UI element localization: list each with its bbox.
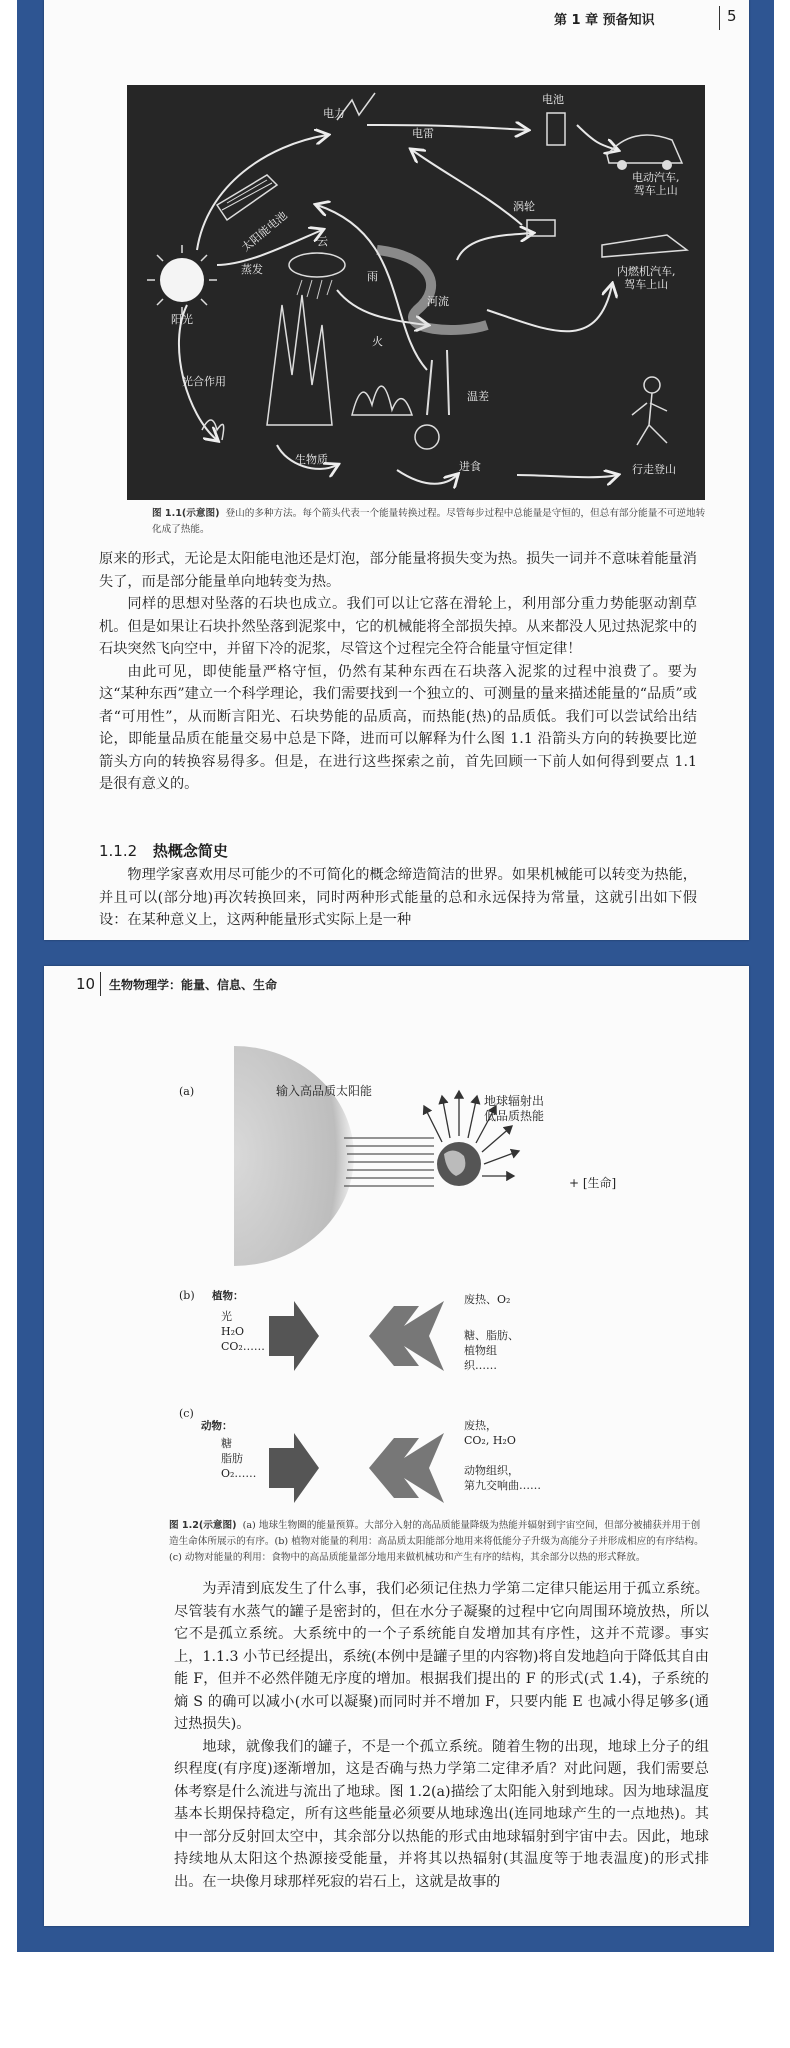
label-photosynthesis: 光合作用 (182, 375, 226, 388)
panel-a-tag: (a) (179, 1085, 195, 1098)
label-river: 河流 (427, 295, 449, 308)
animal-category: 动物： (201, 1420, 233, 1432)
label-eating: 进食 (459, 460, 481, 473)
book-page-5 (44, 0, 749, 940)
plant-waste: 废热、O₂ (464, 1293, 511, 1306)
animal-inputs: 糖 脂肪 O₂…… (221, 1437, 257, 1480)
label-rain: 雨 (367, 270, 378, 283)
paragraph: 为弄清到底发生了什么事，我们必须记住热力学第二定律只能运用于孤立系统。尽管装有水蒸气的罐子是密封的，但在水分子凝聚的过程中它向周围环境放热，所以它不是孤立系统。大系统中的一个子系统能自发增加其有序性，这并不荒谬。事实上，1.1.3 小节已经提出，系统(本例中是罐子里的内容物)将自发地趋向于降低其自由能 F，但并不必然伴随无序度的增加。根据我们提出的 F 的形式(式 1.4)，子系统的熵 S 的确可以减小(水可以凝聚)而同时并不增加 F，只要内能 E 也减小得足够多(通过热损失)。 (174, 1581, 709, 1732)
plant-category: 植物： (212, 1290, 244, 1302)
caption-label: 图 1.1(示意图) (152, 508, 220, 519)
animal-flow-arrows (269, 1428, 479, 1508)
combustion-car-icon (602, 235, 687, 257)
animal-waste: 废热， CO₂, H₂O (464, 1419, 516, 1447)
figure-1-1-chalkboard (127, 85, 705, 500)
label-solar-input: 输入高品质太阳能 (276, 1084, 373, 1098)
paragraph: 由此可见，即使能量严格守恒，仍然有某种东西在石块落入泥浆的过程中浪费了。要为这“某种东西”建立一个科学理论，我们需要找到一个独立的、可测量的量来描述能量的“品质”或者“可用性”，从而断言阳光、石块势能的品质高，而热能(热)的品质低。我们可以尝试给出结论，即能量品质在能量交易中总是下降，进而可以解释为什么图 1.1 沿箭头方向的转换要比逆箭头方向的转换容易得多。但是，在进行这些探索之前，首先回顾一下前人如何得到要点 1.1 是很有意义的。 (99, 663, 697, 792)
paragraph: 物理学家喜欢用尽可能少的不可简化的概念缔造简洁的世界。如果机械能可以转变为热能，并且可以(部分地)再次转换回来，同时两种形式能量的总和永远保持为常量，这就引出如下假设：在某种意义上，这两种能量形式实际上是一种 (99, 867, 697, 928)
animal-products: 动物组织， 第九交响曲…… (464, 1464, 541, 1492)
figure-1-1-caption (152, 506, 712, 538)
label-evaporation: 蒸发 (241, 263, 263, 276)
paragraph: 地球，就像我们的罐子，不是一个孤立系统。随着生物的出现，地球上分子的组织程度(有序度)逐渐增加，这是否确与热力学第二定律矛盾？对此问题，我们需要总体考察是什么流进与流出了地球。图 1.2(a)描绘了太阳能入射到地球。因为地球温度基本长期保持稳定，所有这些能量必须要从地球逸出(连同地球产生的一点地热)。其中一部分反射回太空中，其余部分以热能的形式由地球辐射到宇宙中去。因此，地球持续地从太阳这个热源接受能量，并将其以热辐射(其温度等于地表温度)的形式排出。在一块像月球那样死寂的岩石上，这就是故事的 (174, 1738, 709, 1890)
chalk-drawing (127, 85, 705, 500)
chapter-header: 第 1 章 预备知识 (554, 13, 655, 28)
input-arrow-icon (269, 1301, 319, 1371)
header-divider (100, 972, 101, 996)
figure-1-2a-drawing (234, 1046, 554, 1266)
label-temp-diff: 温差 (467, 390, 489, 403)
page2-body-text (174, 1578, 709, 1893)
panel-b-tag: (b) (179, 1289, 195, 1302)
arrow-river-to-car (487, 285, 612, 331)
sun-half-disk (234, 1046, 354, 1266)
plant-products: 糖、脂肪、 植物组 织…… (464, 1329, 519, 1372)
label-lightning: 电雷 (412, 127, 434, 140)
split-arrow-icon (369, 1433, 444, 1503)
cloud-icon (289, 253, 345, 277)
section-number: 1.1.2 (99, 842, 138, 860)
section-title: 热概念简史 (152, 842, 228, 860)
label-power: 电力 (323, 107, 345, 120)
caption-label: 图 1.2(示意图) (169, 1520, 237, 1531)
label-solar-cell: 太阳能电池 (239, 208, 290, 255)
biomass-icon (267, 295, 332, 425)
electric-car-icon (607, 135, 682, 163)
label-sunlight: 阳光 (171, 313, 193, 326)
book-page-10 (44, 966, 749, 1926)
paragraph: 原来的形式，无论是太阳能电池还是灯泡，部分能量将损失变为热。损失一词并不意味着能量消失了，而是部分能量单向地转变为热。 (99, 551, 697, 590)
page-number: 5 (727, 7, 737, 25)
page1-section-text (99, 864, 697, 932)
plant-flow-arrows (269, 1296, 479, 1376)
label-battery: 电池 (542, 93, 564, 106)
input-arrow-icon (269, 1433, 319, 1503)
split-arrow-icon (369, 1301, 444, 1371)
paragraph: 同样的思想对坠落的石块也成立。我们可以让它落在滑轮上，利用部分重力势能驱动割草机。但是如果让石块扑然坠落到泥浆中，它的机械能将全部损失掉。从来都没人见过热泥浆中的石块突然飞向空中，并留下冷的泥浆，尽管这个过程完全符合能量守恒定律！ (99, 596, 697, 657)
label-ev: 电动汽车, 驾车上山 (632, 171, 680, 197)
caption-text: (a) 地球生物圈的能量预算。大部分入射的高品质能量降级为热能并辐射到宇宙空间，但部分被捕获并用于创造生命体所展示的有序。(b) 植物对能量的利用：高品质太阳能部分地用来将低能分子升级为高能分子并形成相应的有序结构。(c) 动物对能量的利用：食物中的高品质能量部分地用来做机械功和产生有序的结构，其余部分以热的形式释放。 (169, 1520, 704, 1563)
page1-body-text (99, 548, 697, 796)
sun-icon (160, 258, 204, 302)
panel-c-tag: (c) (179, 1407, 194, 1420)
label-climb: 行走登山 (632, 463, 676, 476)
fire-icon (352, 386, 412, 415)
page-number: 10 (76, 975, 96, 993)
header-divider (719, 6, 720, 30)
thermometer-2-icon (447, 350, 449, 415)
section-heading (99, 840, 228, 861)
hiker-icon (644, 377, 660, 393)
label-earth-output: 地球辐射出 低品质热能 (484, 1094, 545, 1123)
person-eating-icon (415, 425, 439, 449)
thermometer-1-icon (427, 360, 432, 415)
solar-panel-icon (217, 175, 277, 220)
arrow-power-to-battery (367, 125, 527, 130)
arrow-eating-to-climb (517, 475, 617, 477)
plant-inputs: 光 H₂O CO₂…… (221, 1310, 265, 1353)
caption-text: 登山的多种方法。每个箭头代表一个能量转换过程。尽管每步过程中总能量是守恒的，但总有部分能量不可逆地转化成了热能。 (152, 508, 706, 535)
label-combustion-car: 内燃机汽车, 驾车上山 (617, 265, 676, 291)
label-biomass: 生物质 (295, 453, 328, 466)
figure-1-2-caption (169, 1518, 704, 1566)
label-fire: 火 (372, 335, 383, 348)
battery-icon (547, 113, 565, 145)
label-turbine: 涡轮 (513, 200, 535, 213)
book-title-header: 生物物理学：能量、信息、生命 (109, 978, 278, 992)
label-life: + [生命] (569, 1176, 617, 1190)
label-cloud: 云 (317, 235, 328, 248)
